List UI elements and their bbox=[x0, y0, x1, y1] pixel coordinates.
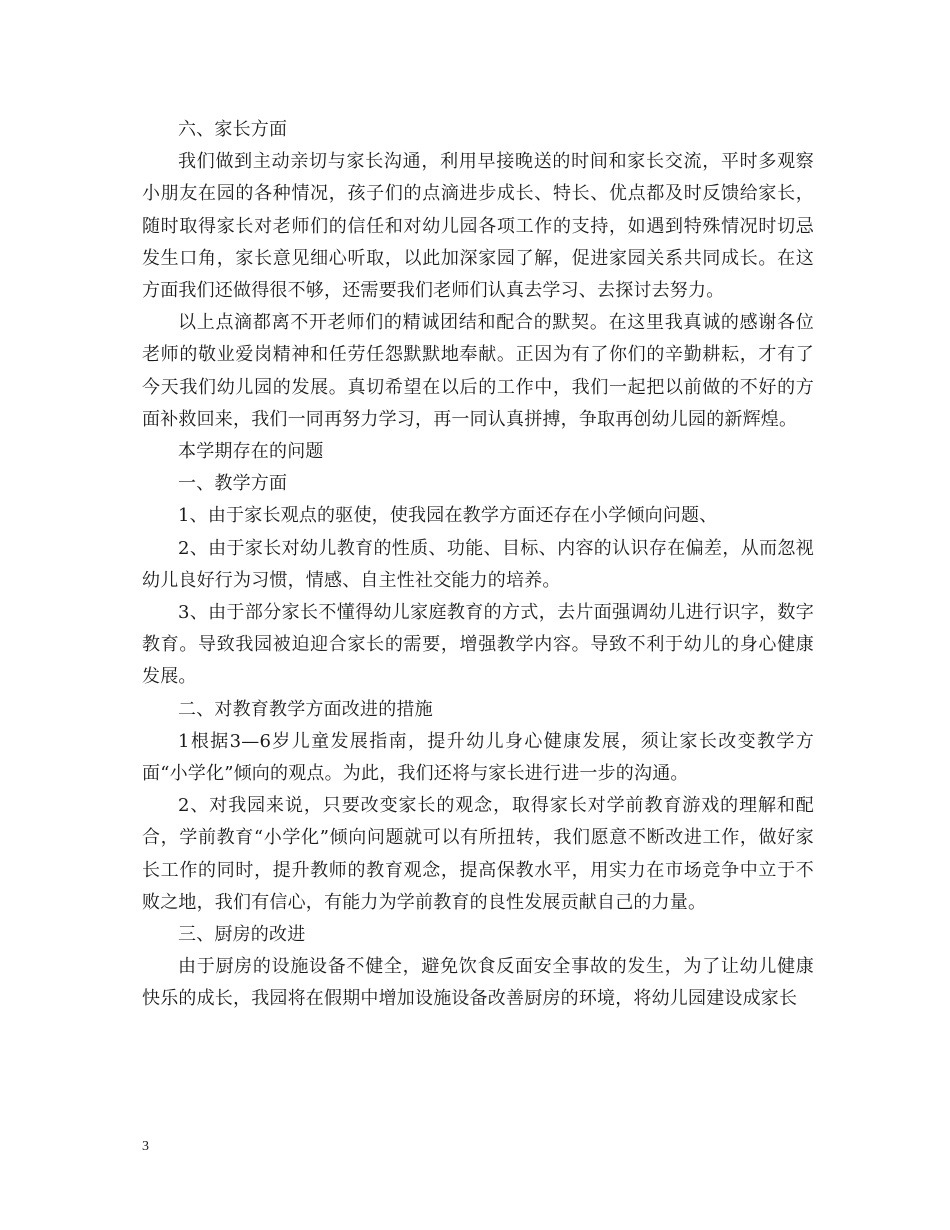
list-item-measure-2: 2、对我园来说，只要改变家长的观念，取得家长对学前教育游戏的理解和配合，学前教育“小学化”倾向问题就可以有所扭转，我们愿意不断改进工作，做好家长工作的同时，提升教师的教育观念，提高保教水平，用实力在市场竞争中立于不败之地，我们有信心，有能力为学前教育的良性发展贡献自己的力量。 bbox=[142, 795, 814, 913]
list-item-problem-2: 2、由于家长对幼儿教育的性质、功能、目标、内容的认识存在偏差，从而忽视幼儿良好行为习惯，情感、自主性社交能力的培养。 bbox=[142, 537, 814, 591]
list-item-problem-1: 1、由于家长观点的驱使，使我园在教学方面还存在小学倾向问题、 bbox=[178, 505, 718, 527]
subheading-improvement-measures: 二、对教育教学方面改进的措施 bbox=[178, 698, 433, 720]
section-heading-problems: 本学期存在的问题 bbox=[178, 441, 324, 463]
page-number: 3 bbox=[142, 1139, 149, 1154]
document-body bbox=[142, 114, 814, 1016]
paragraph-kitchen-improvement: 由于厨房的设施设备不健全，避免饮食反面安全事故的发生，为了让幼儿健康快乐的成长，我园将在假期中增加设施设备改善厨房的环境，将幼儿园建设成家长 bbox=[142, 956, 814, 1010]
subheading-kitchen: 三、厨房的改进 bbox=[178, 924, 306, 946]
section-heading-parents: 六、家长方面 bbox=[178, 119, 288, 140]
list-item-measure-1: 1根据3—6岁儿童发展指南，提升幼儿身心健康发展，须让家长改变教学方面“小学化”倾向的观点。为此，我们还将与家长进行进一步的沟通。 bbox=[142, 730, 814, 785]
subheading-teaching: 一、教学方面 bbox=[178, 473, 288, 495]
paragraph-parent-communication: 我们做到主动亲切与家长沟通，利用早接晚送的时间和家长交流，平时多观察小朋友在园的各种情况，孩子们的点滴进步成长、特长、优点都及时反馈给家长，随时取得家长对老师们的信任和对幼儿园各项工作的支持，如遇到特殊情况时切忌发生口角，家长意见细心听取，以此加深家园了解，促进家园关系共同成长。在这方面我们还做得很不够，还需要我们老师们认真去学习、去探讨去努力。 bbox=[142, 151, 814, 302]
paragraph-thanks-teachers: 以上点滴都离不开老师们的精诚团结和配合的默契。在这里我真诚的感谢各位老师的敬业爱岗精神和任劳任怨默默地奉献。正因为有了你们的辛勤耕耘，才有了今天我们幼儿园的发展。真切希望在以后的工作中，我们一起把以前做的不好的方面补救回来，我们一同再努力学习，再一同认真拼搏，争取再创幼儿园的新辉煌。 bbox=[142, 312, 814, 430]
list-item-problem-3: 3、由于部分家长不懂得幼儿家庭教育的方式，去片面强调幼儿进行识字，数字教育。导致我园被迫迎合家长的需要，增强教学内容。导致不利于幼儿的身心健康发展。 bbox=[142, 602, 814, 688]
